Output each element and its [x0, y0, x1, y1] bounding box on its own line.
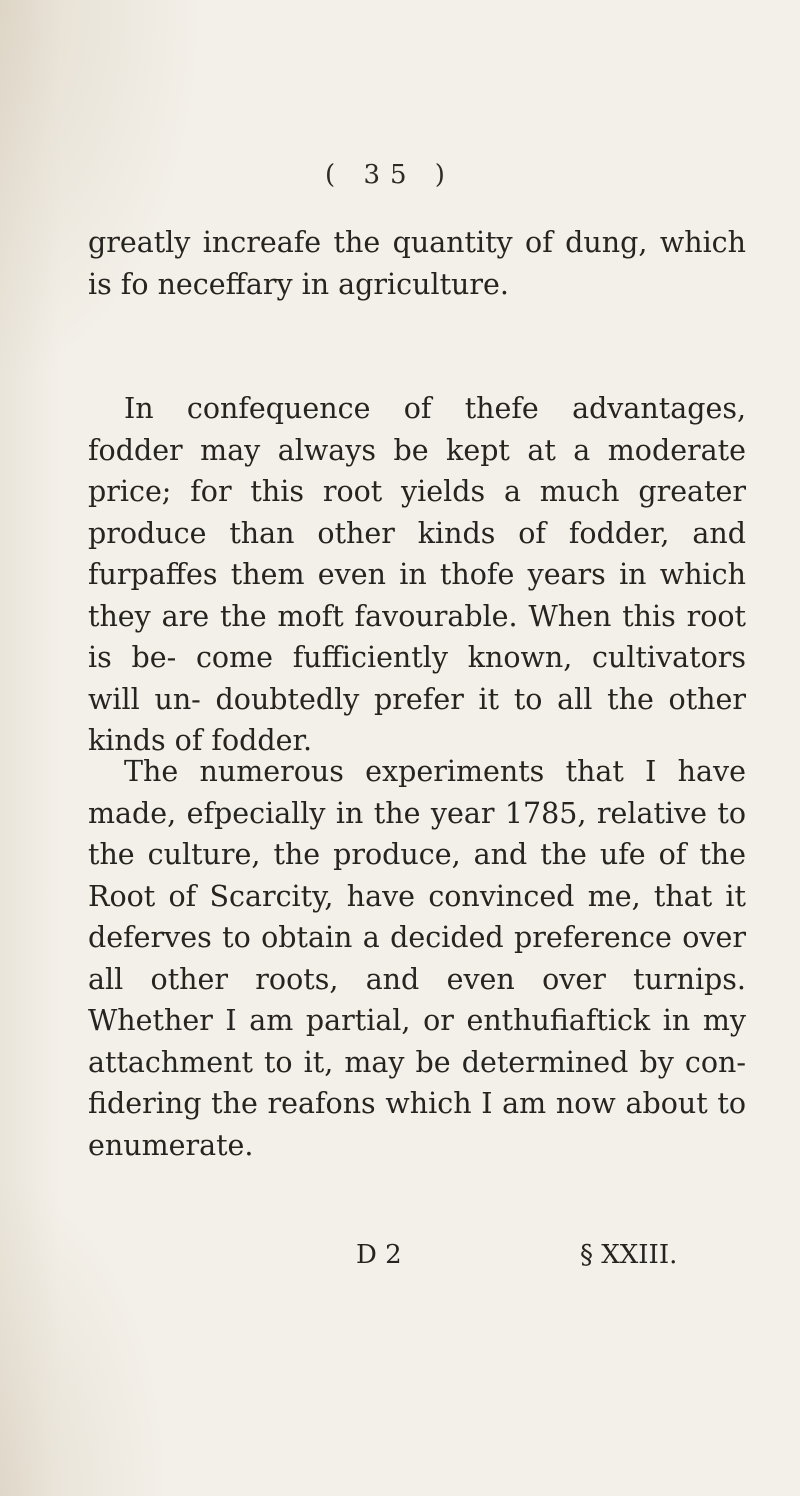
paragraph-1: greatly increafe the quantity of dung, which is fo neceffary in agriculture. — [88, 226, 746, 301]
paragraph-2: In confequence of thefe advantages, fodder may always be kept at a moderate price; for this root yields a much greater produce than other kinds of fodder, and furpaffes them even in thofe years in which they are the moft favourable. When this root is be- come fufficiently known, cultivators will un- doubtedly prefer it to all the other kinds of fodder. — [88, 392, 746, 757]
signature-mark: D 2 — [356, 1240, 402, 1270]
page-number: ( 35 ) — [325, 160, 455, 190]
catchword: § XXIII. — [580, 1240, 678, 1270]
paragraph-3: The numerous experiments that I have made, efpecially in the year 1785, relative to the culture, the produce, and the ufe of the Root of Scarcity, have convinced me, that it deferves to obtain a decided preference over all other roots, and even over turnips. Whether I am partial, or enthufiaftick in my attachment to it, may be determined by con- fidering the reafons which I am now about to enumerate. — [88, 755, 746, 1162]
